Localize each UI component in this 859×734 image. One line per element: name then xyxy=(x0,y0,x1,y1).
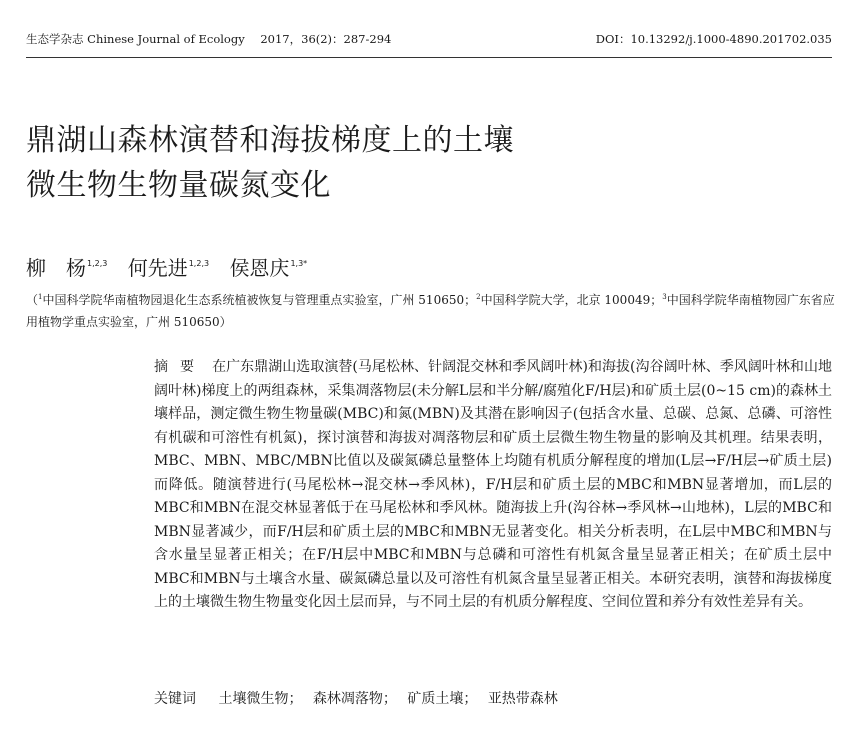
author-list xyxy=(26,252,321,281)
keyword: 亚热带森林 xyxy=(487,691,558,707)
author-affil-sup: 1,2,3 xyxy=(188,259,210,268)
abstract-label: 摘要 xyxy=(154,359,207,375)
header-rule xyxy=(26,57,832,58)
keywords-label: 关键词 xyxy=(154,691,196,707)
author-affil-sup: 1,3* xyxy=(290,259,308,268)
title-line-1: 鼎湖山森林演替和海拔梯度上的土壤 xyxy=(26,123,514,158)
author xyxy=(229,256,307,280)
abstract-text: 在广东鼎湖山选取演替(马尾松林、针阔混交林和季风阔叶林)和海拔(沟谷阔叶林、季风阔叶林和山地阔叶林)梯度上的两组森林，采集凋落物层(未分解L层和半分解/腐殖化F/H层)和矿质土层(0~15 cm)的森林土壤样品，测定微生物生物量碳(MBC)和氮(MBN)及其潜在影响因子(包括含水量、总碳、总氮、总磷、可溶性有机碳和可溶性有机氮)，探讨演替和海拔对凋落物层和矿质土层微生物生物量的影响及其机理。结果表明，MBC、MBN、MBC/MBN比值以及碳氮磷总量整体上均随有机质分解程度的增加(L层→F/H层→矿质土层)而降低。随演替进行(马尾松林→混交林→季风林)，F/H层和矿质土层的MBC和MBN显著增加，而L层的MBC和MBN在混交林显著低于在马尾松林和季风林。随海拔上升(沟谷林→季风林→山地林)，L层的MBC和MBN显著减少，而F/H层和矿质土层的MBC和MBN无显著变化。相关分析表明，在L层中MBC和MBN与含水量呈显著正相关；在F/H层中MBC和MBN与总磷和可溶性有机氮含量呈显著正相关；在矿质土层中MBC和MBN与土壤含水量、碳氮磷总量以及可溶性有机氮含量呈显著正相关。本研究表明，演替和海拔梯度上的土壤微生物生物量变化因土层而异，与不同土层的有机质分解程度、空间位置和养分有效性差异有关。 xyxy=(154,359,833,610)
title-line-2: 微生物生物量碳氮变化 xyxy=(26,168,331,203)
author xyxy=(26,256,107,280)
author-name: 侯恩庆 xyxy=(229,256,290,280)
affiliation-1: 中国科学院华南植物园退化生态系统植被恢复与管理重点实验室，广州 510650； xyxy=(42,293,477,307)
journal-info xyxy=(26,31,391,47)
keyword: 森林凋落物； xyxy=(312,691,397,707)
article-title xyxy=(26,118,514,208)
journal-volume: 2017，36(2)：287-294 xyxy=(260,32,392,46)
author-affil-sup: 1,2,3 xyxy=(87,259,108,268)
keywords xyxy=(154,688,564,712)
author xyxy=(128,256,209,280)
journal-name: 生态学杂志 Chinese Journal of Ecology xyxy=(26,32,245,46)
affiliation-3: 中国科学院华南植物园广东省应用植物学重点实验室，广州 510650） xyxy=(26,293,835,329)
abstract xyxy=(154,356,832,615)
affiliation-2: 中国科学院大学，北京 100049； xyxy=(480,293,663,307)
keyword: 矿质土壤； xyxy=(407,691,478,707)
doi-link[interactable]: DOI：10.13292/j.1000-4890.201702.035 xyxy=(595,32,832,46)
keyword: 土壤微生物； xyxy=(218,691,303,707)
affiliations: （$^1$中国科学院华南植物园退化生态系统植被恢复与管理重点实验室，广州 510650；$^2$中国科学院大学，北京 100049；$^3$中国科学院华南植物园广东省应用植物学重点实验室，广州 510650） xyxy=(26,293,835,329)
author-name: 柳 杨 xyxy=(26,256,86,280)
author-name: 何先进 xyxy=(127,256,188,280)
running-header xyxy=(26,28,832,50)
